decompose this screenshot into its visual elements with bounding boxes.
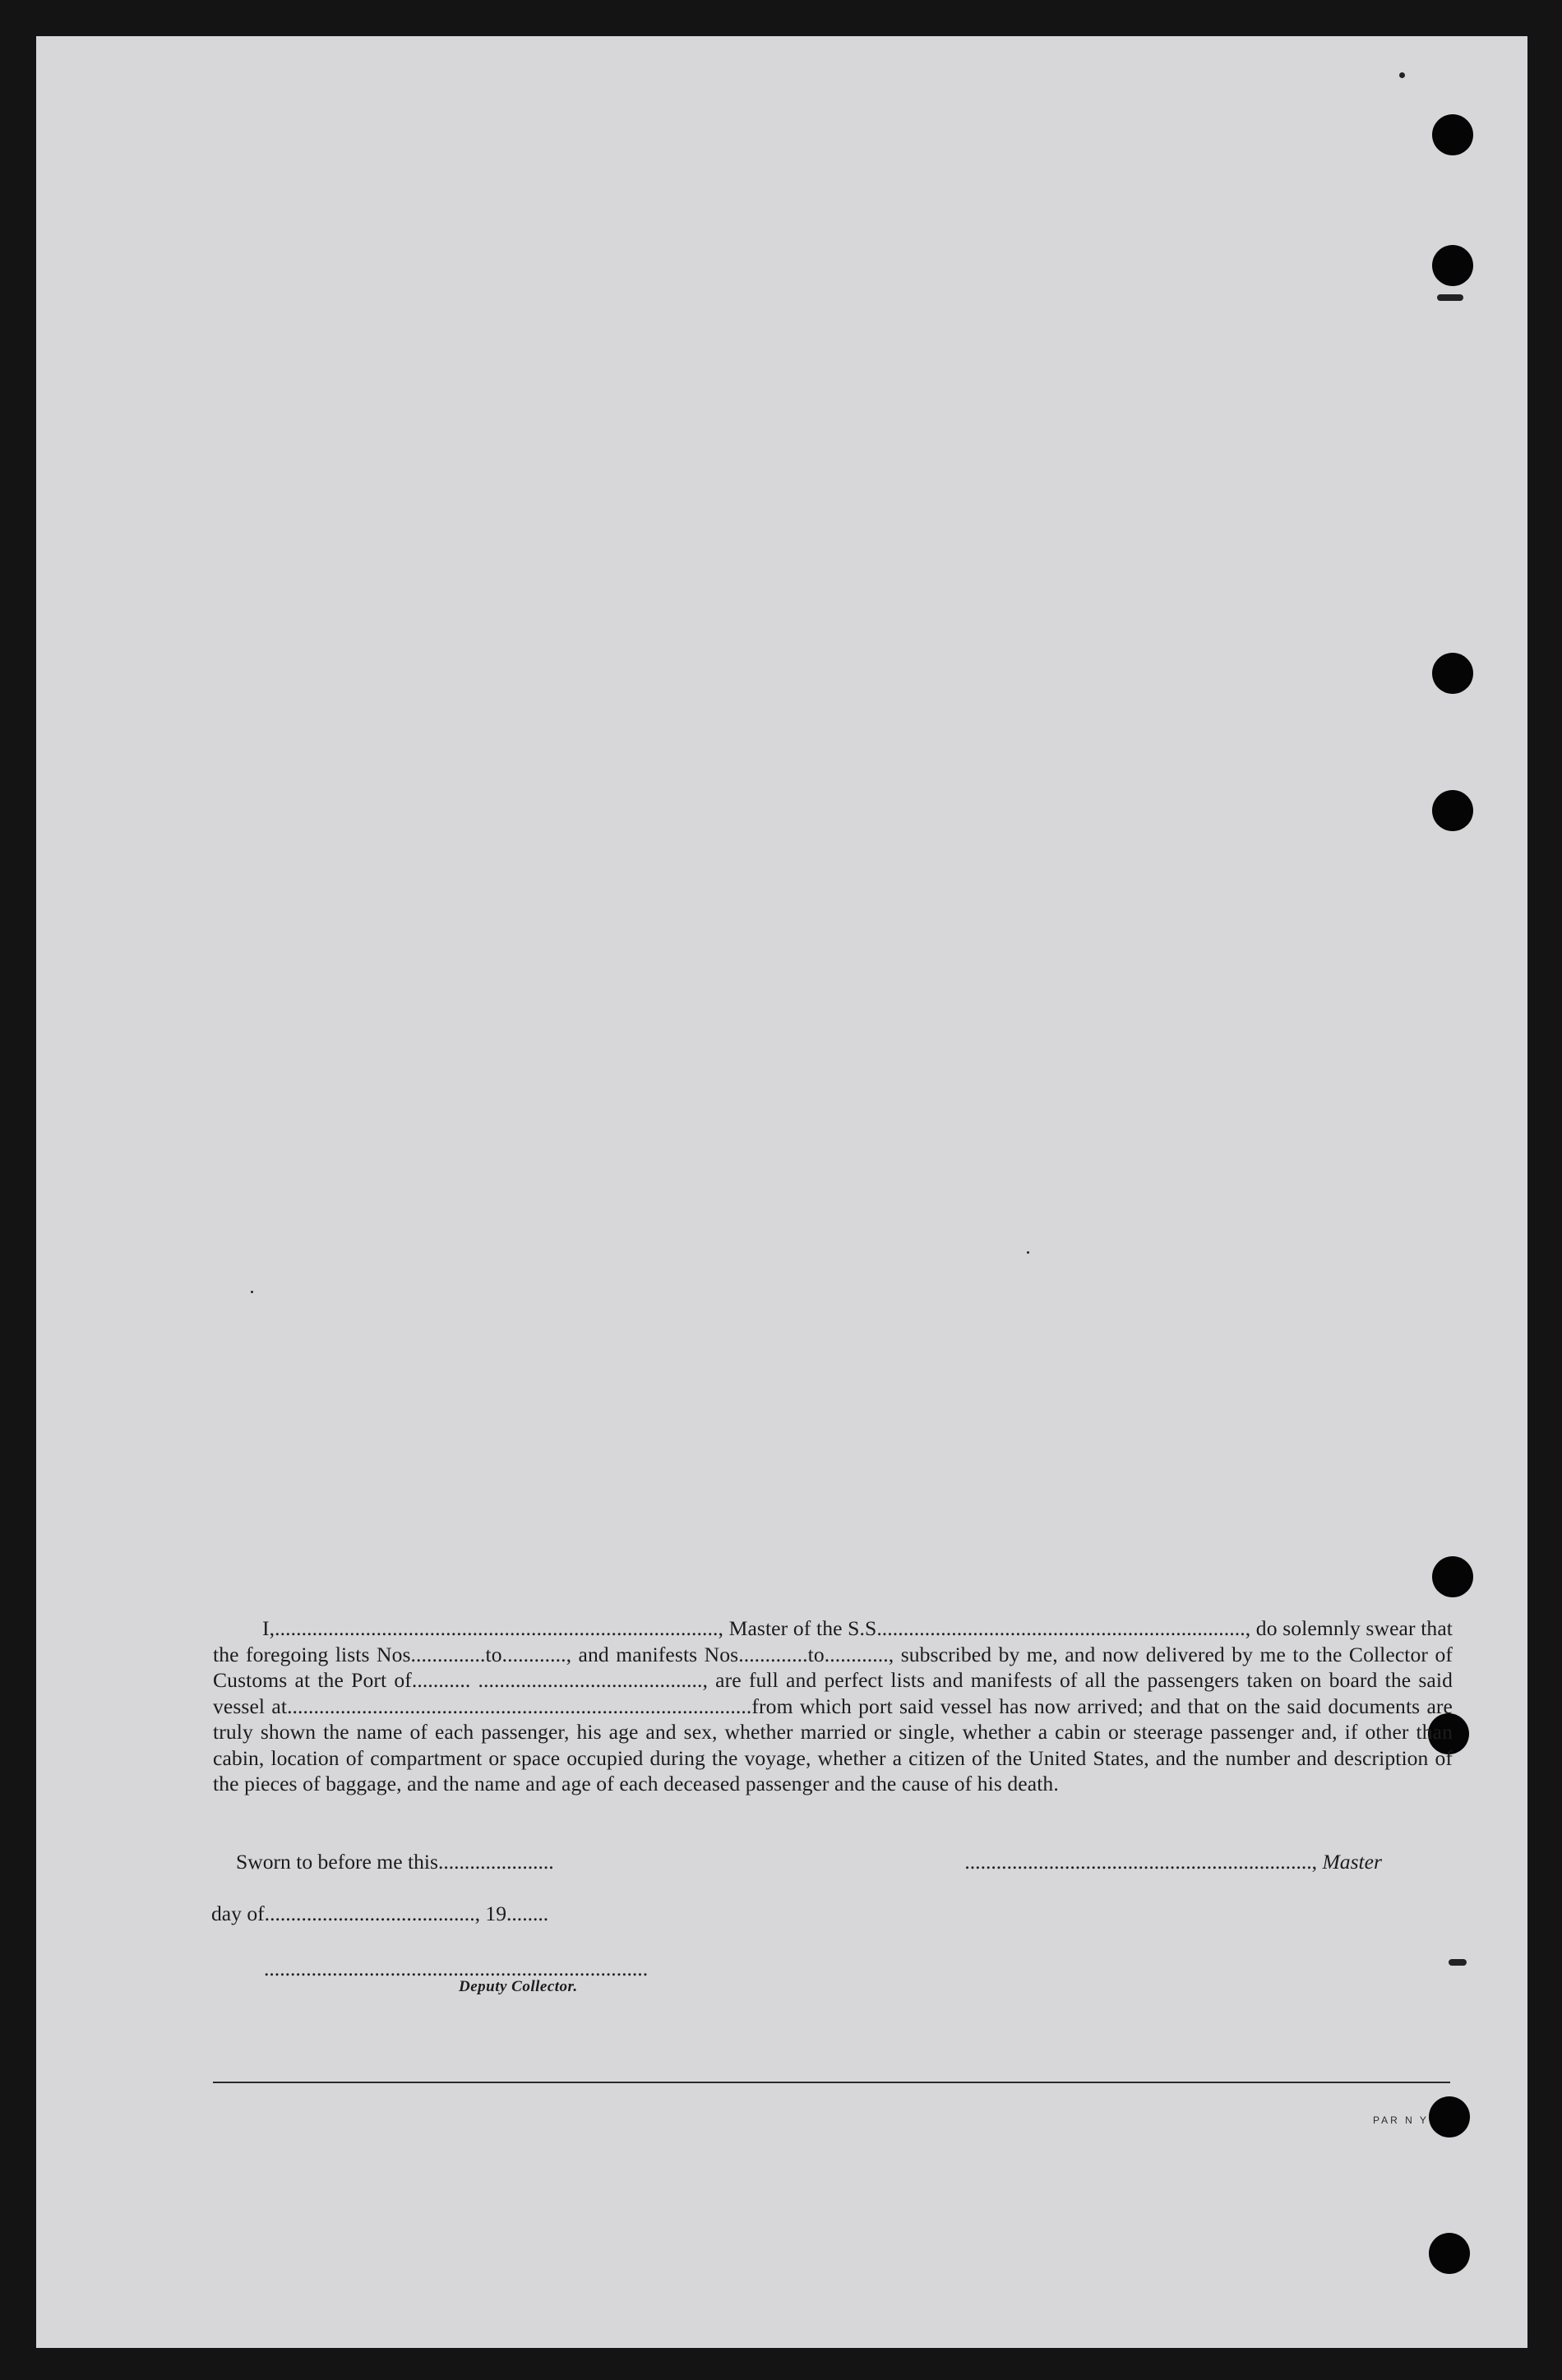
oath-paragraph — [213, 1615, 1453, 1797]
document-page — [36, 36, 1527, 2348]
paper-speck — [1027, 1251, 1029, 1254]
deputy-collector-signature-line: ......................................................................... — [264, 1957, 649, 1980]
master-signature-dots: .................................................................., — [964, 1850, 1318, 1874]
paper-speck — [1399, 72, 1405, 78]
master-label: Master — [1322, 1850, 1382, 1874]
punch-hole — [1432, 790, 1473, 831]
punch-hole — [1432, 653, 1473, 694]
deputy-collector-label: Deputy Collector. — [459, 1978, 578, 1995]
sworn-line: Sworn to before me this...................... — [236, 1850, 554, 1874]
punch-hole — [1432, 1556, 1473, 1597]
paper-speck — [1449, 1959, 1467, 1966]
date-line: day of........................................, 19........ — [211, 1902, 549, 1925]
punch-hole — [1432, 114, 1473, 155]
master-signature-line — [964, 1850, 1382, 1874]
divider-rule — [213, 2082, 1450, 2083]
paper-speck — [251, 1291, 253, 1293]
oath-text: I,..................................................................................., Master of the S.S....................................................................., do solemnly swear that the foregoing lists Nos..............to............, and manifests Nos.............to............, subscribed by me, and now delivered by me to the Collector of Customs at the Port of........... .........................................., are full and perfect lists and manifests of all the passengers taken on board the said vessel at.......................................................................................from which port said vessel has now arrived; and that on the said documents are truly shown the name of each passenger, his age and sex, whether married or single, whether a cabin or steerage passenger and, if other than cabin, location of compartment or space occupied during the voyage, whether a citizen of the United States, and the number and description of the pieces of baggage, and the name and age of each deceased passenger and the cause of his death. — [213, 1616, 1453, 1795]
paper-speck — [1437, 294, 1463, 301]
punch-hole — [1432, 245, 1473, 286]
printer-mark: PAR N Y — [1373, 2114, 1429, 2126]
punch-hole — [1429, 2233, 1470, 2274]
punch-hole — [1429, 2096, 1470, 2137]
